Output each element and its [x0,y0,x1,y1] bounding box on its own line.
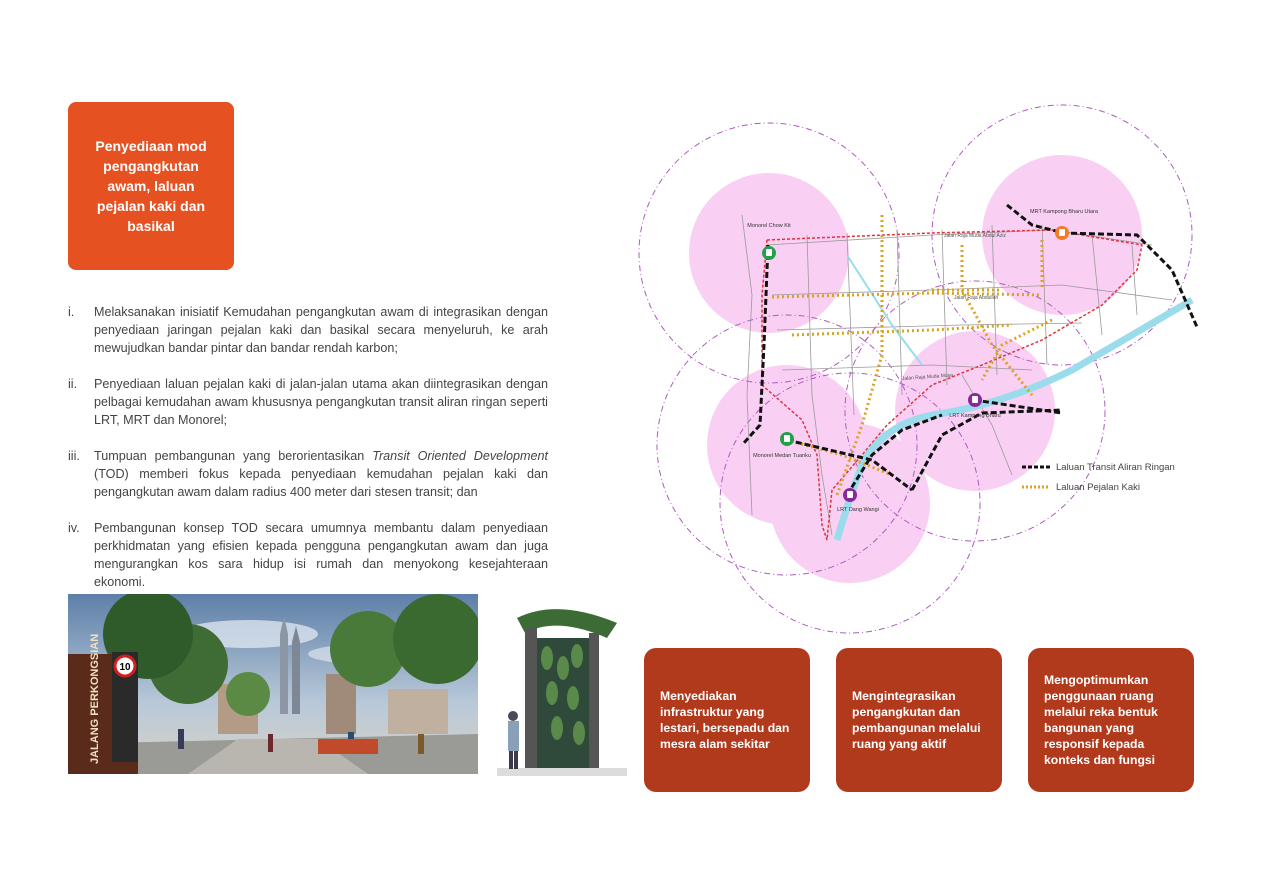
sign-text: JALANG PERKONGSIAN [89,633,101,764]
list-item-number: iii. [68,449,80,463]
road-label: Jalan Raja Muda Musa [901,372,954,382]
station-label: LRT Kampong Bharu [949,413,1001,419]
list-item-number: i. [68,305,75,319]
list-item-text-part: Tumpuan pembangunan yang berorientasikan [94,449,373,463]
list-item-number: iv. [68,521,80,535]
list-item-text: Pembangunan konsep TOD secara umumnya membantu dalam penyediaan perkhidmatan yang efisien kepada pengguna pengangkutan awam dan juga mengurangkan kos sara hidup isi rumah dan menyokong kesejahteraan ekonomi. [94,521,548,589]
section-title: Penyediaan mod pengangkutan awam, laluan pejalan kaki dan basikal [95,138,207,234]
goal-card-text: Mengintegrasikan pengangkutan dan pembangunan melalui ruang yang aktif [852,689,981,751]
list-item-number: ii. [68,377,78,391]
policy-list [68,303,548,609]
tributary [847,255,922,365]
list-item-text-part: (TOD) memberi fokus kepada penyediaan kemudahan pejalan kaki dan pengangkutan awam dalam radius 400 meter dari stesen transit; dan [94,467,548,499]
list-item [68,447,548,501]
section-title-box [68,102,234,270]
goal-card-1 [644,648,810,792]
goal-card-2 [836,648,1002,792]
road-label: Jalan Raja Abdullah [954,295,999,301]
legend-pejalan-label: Laluan Pejalan Kaki [1056,482,1140,493]
station-label: LRT Dang Wangi [837,507,879,513]
list-item-text [94,447,548,501]
goal-card-text: Menyediakan infrastruktur yang lestari, bersepadu dan mesra alam sekitar [660,689,790,751]
map-legend [1022,462,1175,493]
station-label: MRT Kampong Bharu Utara [1030,209,1098,215]
list-item [68,303,548,357]
tod-map [632,95,1212,640]
goal-card-text: Mengoptimumkan penggunaan ruang melalui reka bentuk bangunan yang responsif kepada konteks dan fungsi [1044,673,1158,767]
street-scene-image [68,594,478,774]
green-arch-image [497,598,627,776]
list-item-text-italic: Transit Oriented Development [372,449,548,463]
list-item [68,375,548,429]
station-label: Monorel Medan Tuanku [753,453,811,459]
list-item-text: Melaksanakan inisiatif Kemudahan pengangkutan awam di integrasikan dengan penyediaan jaringan pejalan kaki dan basikal secara menyeluruh, ke arah mewujudkan bandar pintar dan bandar rendah karbon; [94,305,548,355]
speed-sign-number: 10 [119,662,131,673]
road-label: Jalan Raja Muda Abdul Aziz [944,233,1006,239]
goal-card-3 [1028,648,1194,792]
list-item [68,519,548,591]
station-label: Monorel Chow Kit [747,223,791,229]
list-item-text: Penyediaan laluan pejalan kaki di jalan-jalan utama akan diintegrasikan dengan pelbagai kemudahan awam khususnya pengangkutan transit aliran ringan seperti LRT, MRT dan Monorel; [94,377,548,427]
legend-transit-label: Laluan Transit Aliran Ringan [1056,462,1175,473]
